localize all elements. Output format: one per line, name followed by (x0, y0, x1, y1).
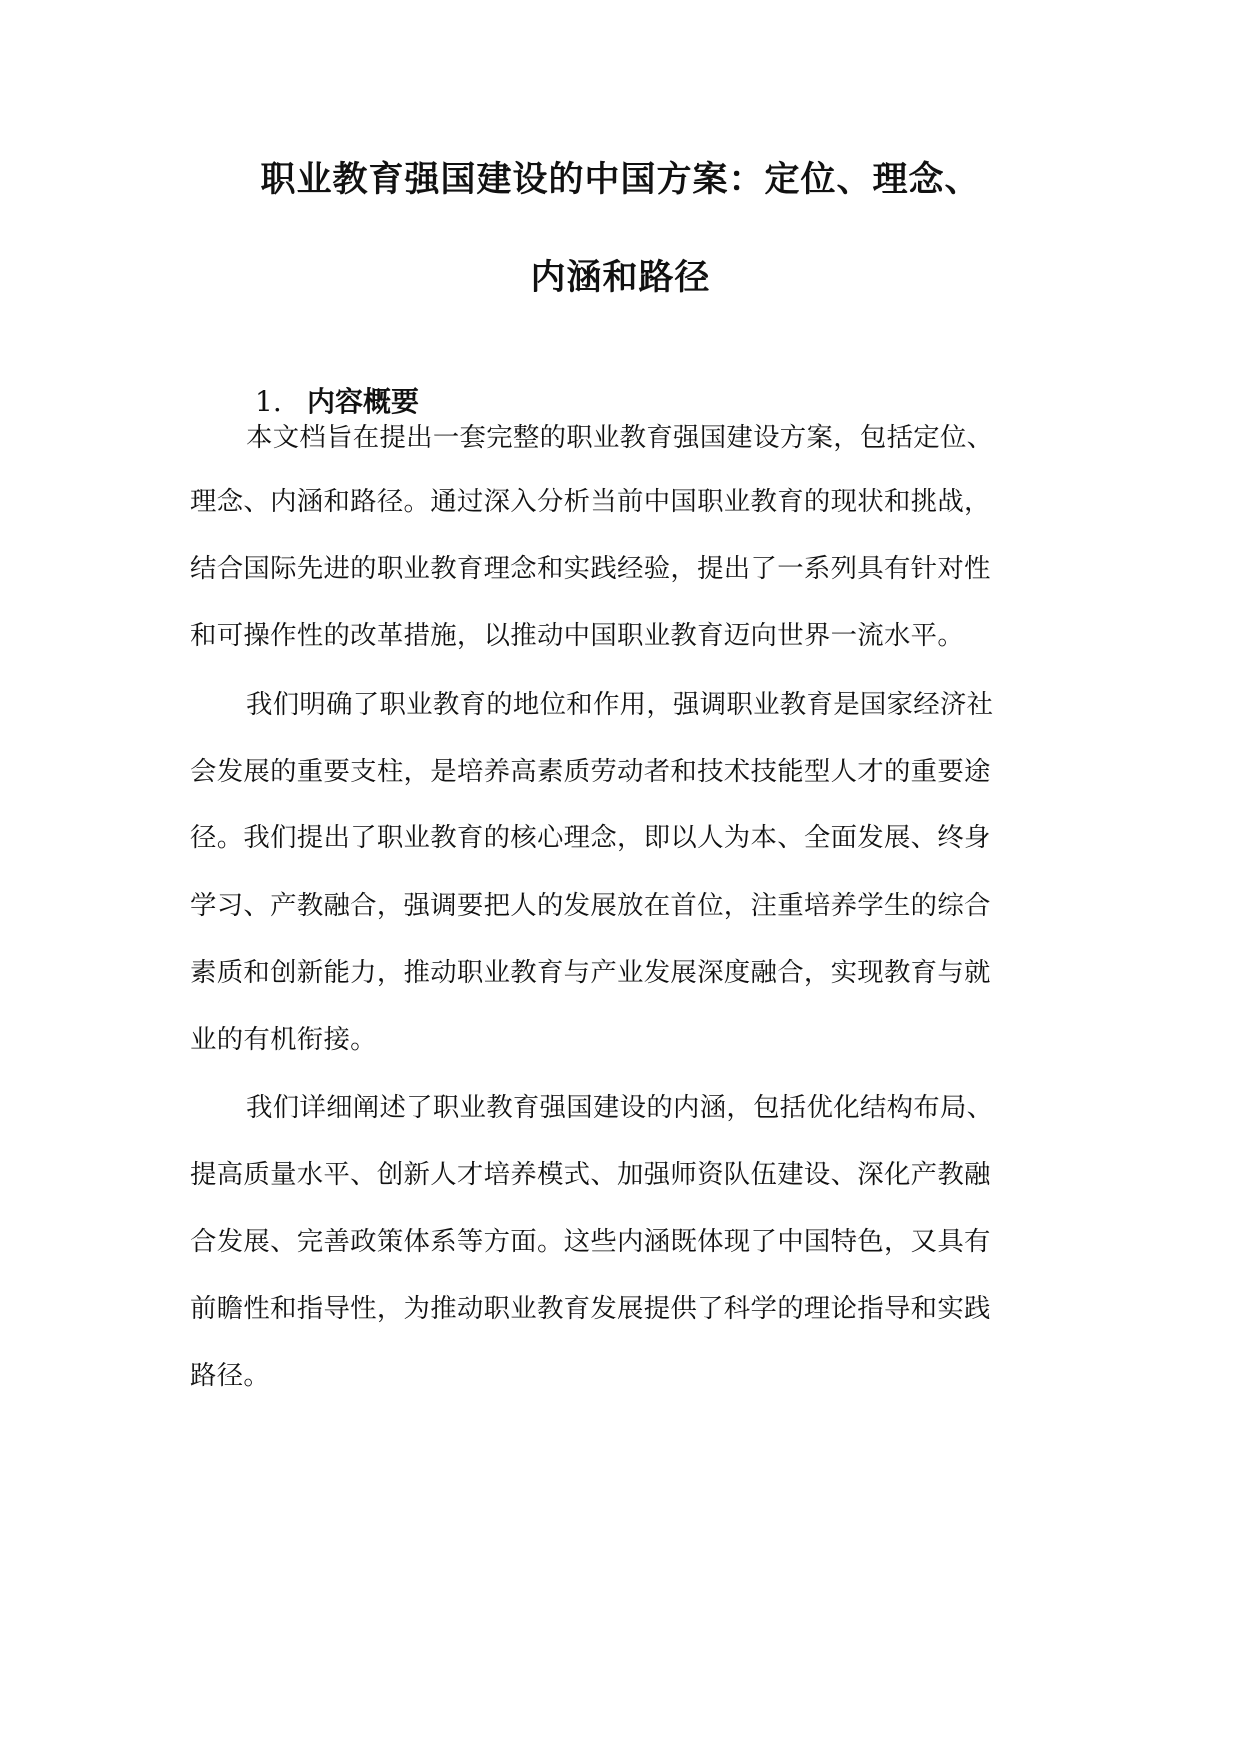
paragraph-3-line-1: 我们详细阐述了职业教育强国建设的内涵，包括优化结构布局、 (246, 1092, 994, 1123)
paragraph-2-line-2: 会发展的重要支柱，是培养高素质劳动者和技术技能型人才的重要途 (190, 756, 991, 787)
paragraph-3-line-3: 合发展、完善政策体系等方面。这些内涵既体现了中国特色，又具有 (190, 1226, 991, 1257)
paragraph-2-line-4: 学习、产教融合，强调要把人的发展放在首位，注重培养学生的综合 (190, 890, 991, 921)
paragraph-1-line-4: 和可操作性的改革措施，以推动中国职业教育迈向世界一流水平。 (190, 620, 965, 651)
paragraph-2-line-6: 业的有机衔接。 (190, 1024, 377, 1055)
document-title-line-1: 职业教育强国建设的中国方案：定位、理念、 (260, 160, 981, 200)
paragraph-3-line-5: 路径。 (190, 1360, 271, 1391)
section-title: 内容概要 (307, 385, 420, 418)
paragraph-3-line-4: 前瞻性和指导性，为推动职业教育发展提供了科学的理论指导和实践 (190, 1293, 991, 1324)
paragraph-3-line-2: 提高质量水平、创新人才培养模式、加强师资队伍建设、深化产教融 (190, 1159, 991, 1190)
paragraph-1-line-2: 理念、内涵和路径。通过深入分析当前中国职业教育的现状和挑战， (190, 486, 991, 517)
paragraph-2-line-3: 径。我们提出了职业教育的核心理念，即以人为本、全面发展、终身 (190, 822, 991, 853)
paragraph-1-line-1: 本文档旨在提出一套完整的职业教育强国建设方案，包括定位、 (246, 422, 994, 453)
section-number: 1. (255, 385, 282, 418)
paragraph-2-line-1: 我们明确了职业教育的地位和作用，强调职业教育是国家经济社 (246, 689, 994, 720)
document-title-line-2: 内涵和路径 (530, 258, 711, 298)
section-heading (255, 380, 419, 420)
paragraph-1-line-3: 结合国际先进的职业教育理念和实践经验，提出了一系列具有针对性 (190, 553, 991, 584)
paragraph-2-line-5: 素质和创新能力，推动职业教育与产业发展深度融合，实现教育与就 (190, 957, 991, 988)
